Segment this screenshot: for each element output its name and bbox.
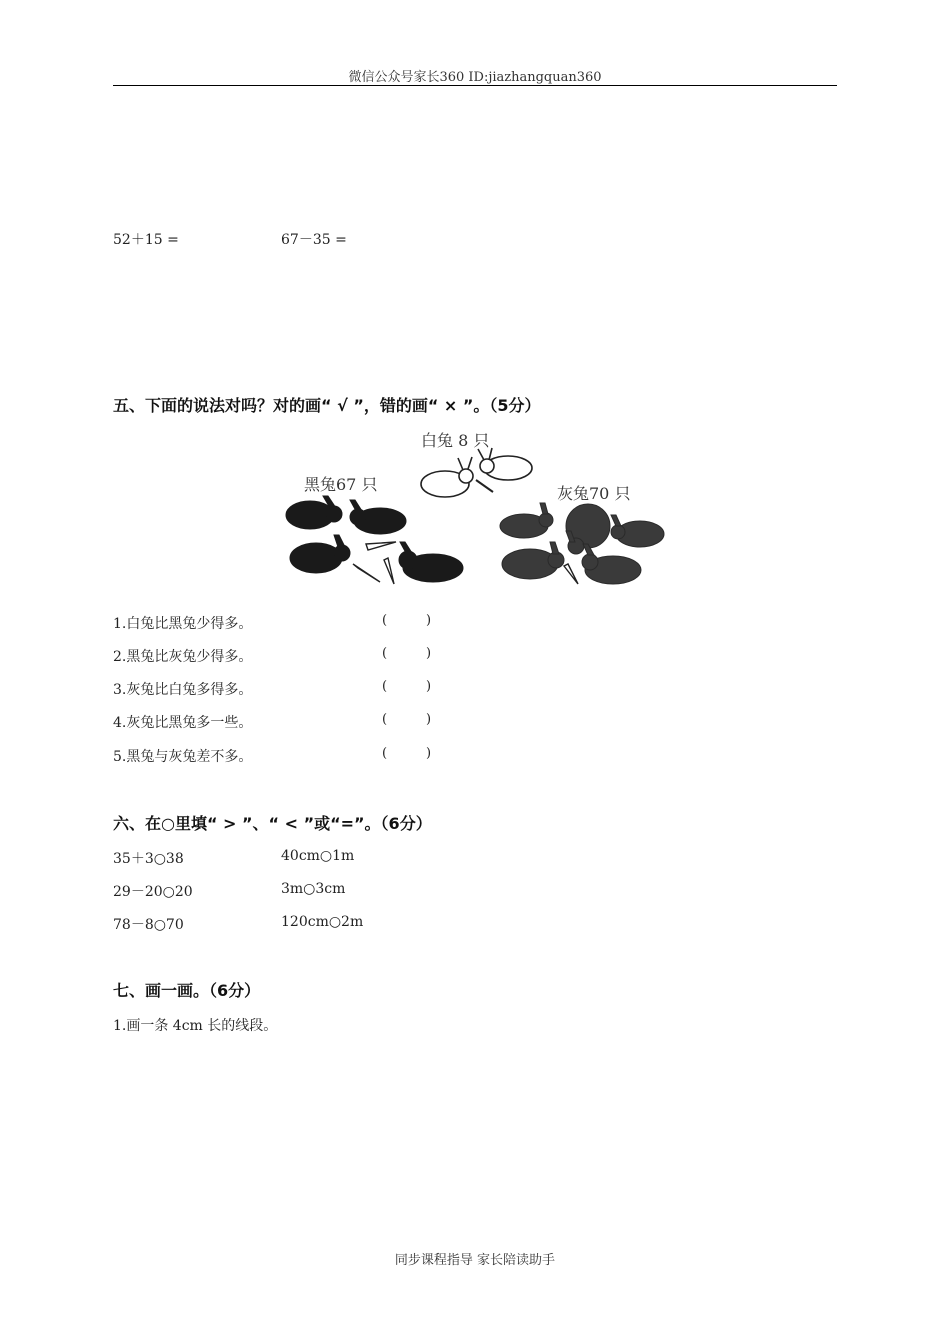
answer-blank[interactable] [382,679,434,694]
paren-close: ) [426,746,432,761]
black-rabbit-label: 黑兔67 只 [304,475,378,494]
item-text: 4.灰兔比黑兔多一些。 [113,715,253,731]
item-text: 5.黑兔与灰兔差不多。 [113,749,253,765]
answer-blank[interactable] [382,646,434,661]
item-text: 2.黑兔比灰兔少得多。 [113,649,253,665]
compare-right-2: 3m○3cm [281,881,346,897]
item-text: 3.灰兔比白兔多得多。 [113,682,253,698]
black-rabbit [286,496,463,582]
answer-blank[interactable] [382,712,434,727]
page-header: 微信公众号家长360 ID:jiazhangquan360 [348,70,602,85]
gray-rabbit-label: 灰兔70 只 [557,484,631,503]
paren-open: ( [382,679,388,694]
section5-title: 五、下面的说法对吗？对的画“ √ ”，错的画“ × ”。（5分） [113,396,541,415]
calc-expr-2: 67－35 = [281,232,347,248]
paren-close: ) [426,679,432,694]
rabbits-figure [278,422,673,597]
header-rule [113,85,837,86]
paren-open: ( [382,646,388,661]
compare-left-1: 35＋3○38 [113,851,184,867]
white-rabbit-label: 白兔 8 只 [421,431,490,450]
paren-close: ) [426,712,432,727]
gray-rabbit [500,503,664,584]
paren-open: ( [382,746,388,761]
compare-left-3: 78－8○70 [113,917,184,933]
paren-open: ( [382,613,388,628]
rabbit-drawing [278,422,673,597]
compare-right-3: 120cm○2m [281,914,364,930]
paren-close: ) [426,646,432,661]
white-rabbit [421,448,532,497]
section6-title: 六、在○里填“ > ”、“ < ”或“=”。（6分） [113,814,432,833]
paren-close: ) [426,613,432,628]
page-footer: 同步课程指导 家长陪读助手 [394,1253,556,1268]
compare-left-2: 29－20○20 [113,884,193,900]
compare-right-1: 40cm○1m [281,848,355,864]
calc-expr-1: 52＋15 = [113,232,179,248]
paren-open: ( [382,712,388,727]
section7-title: 七、画一画。（6分） [113,981,261,1000]
draw-item-1: 1.画一条 4cm 长的线段。 [113,1018,278,1034]
answer-blank[interactable] [382,746,434,761]
answer-blank[interactable] [382,613,434,628]
item-text: 1.白兔比黑兔少得多。 [113,616,253,632]
